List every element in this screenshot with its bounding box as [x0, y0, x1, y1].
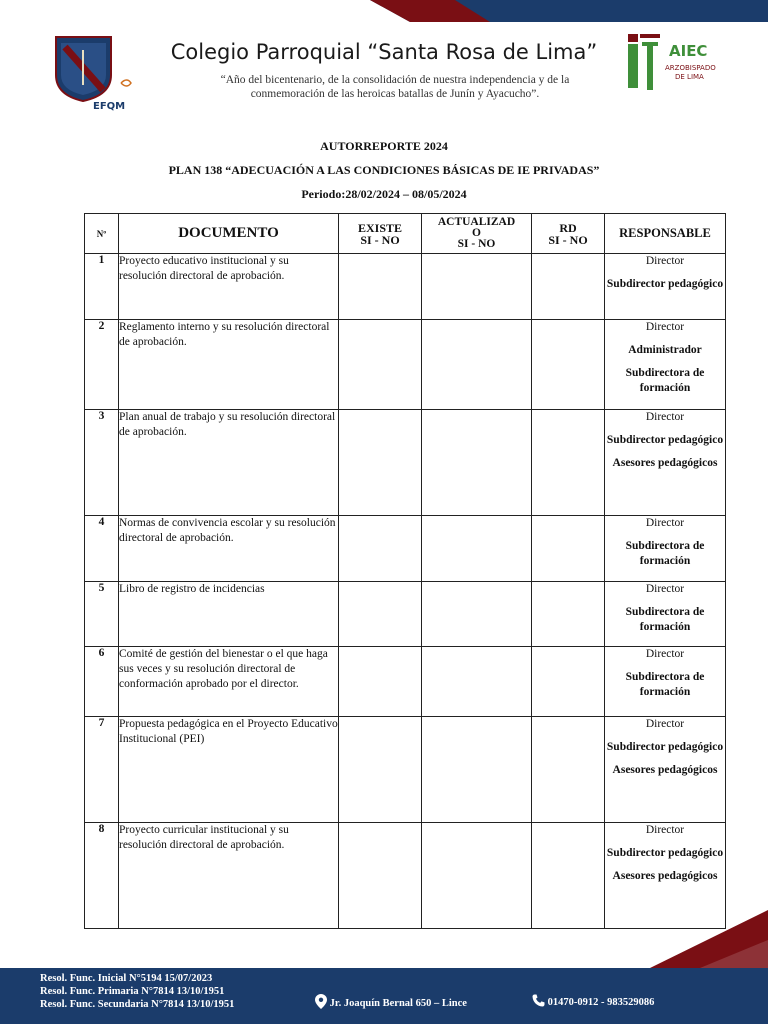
- svg-text:EFQM: EFQM: [93, 101, 126, 112]
- header-actualizado-line: ACTUALIZAD: [437, 216, 516, 228]
- header-existe-line: SI - NO: [360, 232, 400, 247]
- top-decoration: [0, 0, 768, 24]
- motto-line: “Año del bicentenario, de la consolidación de nuestra independencia y de la: [220, 74, 570, 86]
- responsable-role: Director: [645, 648, 685, 660]
- row-number: 5: [85, 582, 119, 647]
- row-number: 2: [85, 320, 119, 410]
- header-actualizado-line: SI - NO: [457, 238, 496, 250]
- existe-cell: [339, 254, 422, 320]
- header-rd-line: RD: [559, 220, 577, 235]
- responsable-role: Subdirector pedagógico: [606, 741, 724, 753]
- header-rd-line: SI - NO: [548, 232, 588, 247]
- responsable-role: Subdirectora de formación: [625, 367, 705, 394]
- resolutions: [40, 972, 234, 1011]
- motto: [195, 73, 595, 101]
- header-actualizado: [422, 214, 532, 254]
- responsable-role: Subdirectora de formación: [625, 540, 705, 567]
- svg-text:DE LIMA: DE LIMA: [675, 73, 704, 81]
- responsable-cell: [605, 717, 726, 823]
- table-row: [85, 582, 726, 647]
- phone-icon: [532, 994, 545, 1010]
- row-number: 6: [85, 647, 119, 717]
- responsable-role: Director: [645, 517, 685, 529]
- table-row: [85, 647, 726, 717]
- header-existe: [339, 214, 422, 254]
- existe-cell: [339, 647, 422, 717]
- responsable-cell: [605, 254, 726, 320]
- document-cell: Libro de registro de incidencias: [119, 582, 339, 647]
- report-title: AUTORREPORTE 2024: [320, 139, 448, 153]
- document-cell: Normas de convivencia escolar y su resolución directoral de aprobación.: [119, 516, 339, 582]
- responsable-role: Subdirector pedagógico: [606, 278, 724, 290]
- resolution-line: Resol. Func. Primaria N°7814 13/10/1951: [40, 986, 225, 997]
- existe-cell: [339, 823, 422, 929]
- actualizado-cell: [422, 823, 532, 929]
- document-cell: Reglamento interno y su resolución directoral de aprobación.: [119, 320, 339, 410]
- plan-title: PLAN 138 “ADECUACIÓN A LAS CONDICIONES BÁSICAS DE IE PRIVADAS”: [168, 163, 600, 177]
- rd-cell: [532, 254, 605, 320]
- responsable-role: Director: [645, 824, 685, 836]
- actualizado-cell: [422, 320, 532, 410]
- rd-cell: [532, 582, 605, 647]
- address: [315, 994, 467, 1012]
- responsable-cell: [605, 582, 726, 647]
- table-header-row: [85, 214, 726, 254]
- phone-text: 01470-0912 - 983529086: [547, 996, 655, 1008]
- table-row: [85, 410, 726, 516]
- document-cell: Plan anual de trabajo y su resolución directoral de aprobación.: [119, 410, 339, 516]
- responsable-role: Subdirectora de formación: [625, 671, 705, 698]
- document-cell: Propuesta pedagógica en el Proyecto Educativo Institucional (PEI): [119, 717, 339, 823]
- phone: [532, 994, 654, 1010]
- period: Periodo:28/02/2024 – 08/05/2024: [301, 187, 467, 201]
- responsable-role: Subdirector pedagógico: [606, 434, 724, 446]
- actualizado-cell: [422, 516, 532, 582]
- existe-cell: [339, 582, 422, 647]
- address-text: Jr. Joaquín Bernal 650 – Lince: [329, 997, 467, 1009]
- rd-cell: [532, 410, 605, 516]
- responsable-role: Asesores pedagógicos: [612, 870, 718, 882]
- responsable-role: Subdirector pedagógico: [606, 847, 724, 859]
- responsable-role: Administrador: [628, 344, 702, 356]
- resolution-line: Resol. Func. Inicial N°5194 15/07/2023: [40, 973, 213, 984]
- actualizado-cell: [422, 582, 532, 647]
- header-responsable: RESPONSABLE: [605, 214, 726, 254]
- document-table: [84, 213, 726, 929]
- responsable-role: Director: [645, 583, 685, 595]
- actualizado-cell: [422, 717, 532, 823]
- responsable-cell: [605, 823, 726, 929]
- responsable-cell: [605, 647, 726, 717]
- row-number: 3: [85, 410, 119, 516]
- row-number: 4: [85, 516, 119, 582]
- table-row: [85, 516, 726, 582]
- resolution-line: Resol. Func. Secundaria N°7814 13/10/1951: [40, 999, 235, 1010]
- row-number: 1: [85, 254, 119, 320]
- rd-cell: [532, 823, 605, 929]
- map-pin-icon: [315, 994, 327, 1012]
- existe-cell: [339, 717, 422, 823]
- responsable-role: Director: [645, 321, 685, 333]
- responsable-role: Asesores pedagógicos: [612, 457, 718, 469]
- responsable-role: Director: [645, 411, 685, 423]
- responsable-cell: [605, 516, 726, 582]
- existe-cell: [339, 516, 422, 582]
- table-row: [85, 254, 726, 320]
- document-cell: Comité de gestión del bienestar o el que haga sus veces y su resolución directoral de conformación aprobado por el director.: [119, 647, 339, 717]
- table-row: [85, 717, 726, 823]
- document-cell: Proyecto educativo institucional y su resolución directoral de aprobación.: [119, 254, 339, 320]
- rd-cell: [532, 516, 605, 582]
- header-document: DOCUMENTO: [119, 214, 339, 254]
- motto-line: conmemoración de las heroicas batallas de Junín y Ayacucho”.: [250, 88, 540, 100]
- table-row: [85, 823, 726, 929]
- rd-cell: [532, 717, 605, 823]
- school-name: Colegio Parroquial “Santa Rosa de Lima”: [170, 40, 598, 64]
- header-rd: [532, 214, 605, 254]
- header-existe-line: EXISTE: [357, 220, 403, 235]
- rd-cell: [532, 320, 605, 410]
- row-number: 8: [85, 823, 119, 929]
- responsable-role: Subdirectora de formación: [625, 606, 705, 633]
- responsable-role: Director: [645, 255, 685, 267]
- existe-cell: [339, 410, 422, 516]
- responsable-cell: [605, 410, 726, 516]
- responsable-cell: [605, 320, 726, 410]
- responsable-role: Director: [645, 718, 685, 730]
- header-actualizado-line: O: [472, 227, 481, 239]
- svg-text:ARZOBISPADO: ARZOBISPADO: [665, 64, 716, 72]
- actualizado-cell: [422, 647, 532, 717]
- row-number: 7: [85, 717, 119, 823]
- header-no: Nº: [85, 214, 119, 254]
- actualizado-cell: [422, 254, 532, 320]
- document-cell: Proyecto curricular institucional y su resolución directoral de aprobación.: [119, 823, 339, 929]
- existe-cell: [339, 320, 422, 410]
- actualizado-cell: [422, 410, 532, 516]
- rd-cell: [532, 647, 605, 717]
- responsable-role: Asesores pedagógicos: [612, 764, 718, 776]
- svg-text:AIEC: AIEC: [669, 42, 708, 60]
- table-row: [85, 320, 726, 410]
